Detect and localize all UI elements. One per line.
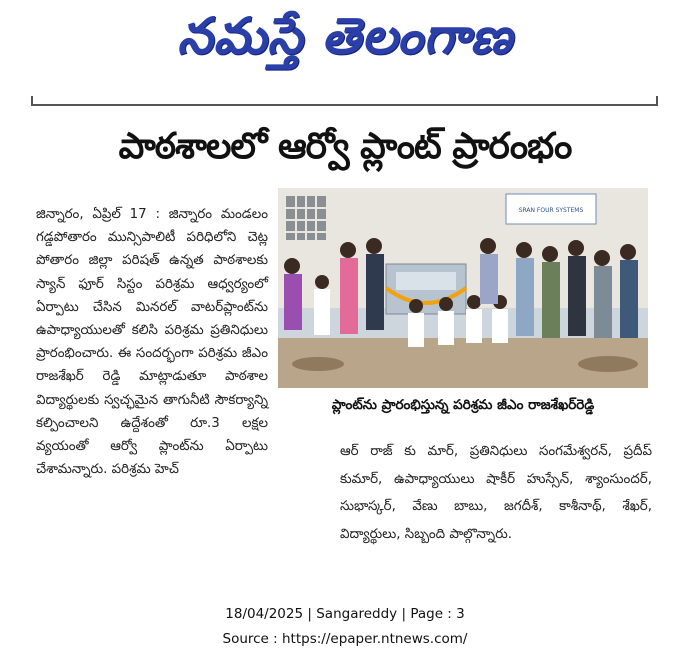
photo-sign-text: SRAN FOUR SYSTEMS <box>518 207 584 214</box>
article-body-right: ఆర్ రాజ్ కు మార్, ప్రతినిధులు సంగమేశ్వరన్, ప్రదీప్ కుమార్, ఉపాధ్యాయులు షాకీర్ హుస్సేన్, శ్యాంసుందర్, సుభాస్కర్, వేణు బాబు, జగదీశ్, కాశీనాథ్, శేఖర్, విద్యార్థులు, సిబ్బంది పాల్గొన్నారు. <box>340 444 652 542</box>
photo-caption: ప్లాంట్‌ను ప్రారంభిస్తున్న పరిశ్రమ జీఎం రాజశేఖర్‌రెడ్డి <box>331 397 595 413</box>
newspaper-logo-title: నమస్తే తెలంగాణ <box>177 6 513 65</box>
footer-date: 18/04/2025 <box>225 606 304 622</box>
footer-separator: | <box>307 606 312 622</box>
article-body-left: జిన్నారం, ఏప్రిల్ 17 : జిన్నారం మండలం గడ్డపోతారం మున్సిపాలిటీ పరిధిలోని చెట్ల పోతారం జిల్లా పరిషత్ ఉన్నత పాఠశాలకు స్యాన్ ఫూర్ సిస్టం పరిశ్రమ ఆధ్వర్యంలో ఏర్పాటు చేసిన మినరల్ వాటర్‌ప్లాంట్‌ను ఉపాధ్యాయులతో కలిసి పరిశ్రమ ప్రతినిధులు ప్రారంభించారు. ఈ సందర్భంగా పరిశ్రమ జీఎం రాజశేఖర్ రెడ్డి మాట్లాడుతూ పాఠశాల విద్యార్థులకు స్వచ్ఛమైన తాగునీటి సౌకర్యాన్ని కల్పించాలని ఉద్దేశంతో రూ.3 లక్షల వ్యయంతో ఆర్వో ప్లాంట్‌ను ఏర్పాటు చేశామన్నారు. పరిశ్రమ హెచ్ <box>36 207 268 478</box>
article-headline: పాఠశాలలో ఆర్వో ప్లాంట్ ప్రారంభం <box>118 126 572 167</box>
footer-source: Source : https://epaper.ntnews.com/ <box>222 631 468 647</box>
footer-meta <box>0 606 690 622</box>
divider-tick-right <box>656 96 658 106</box>
article-photo <box>278 188 648 388</box>
footer-page: Page : 3 <box>410 606 465 622</box>
footer-separator: | <box>401 606 407 622</box>
masthead <box>0 0 690 92</box>
masthead-divider <box>32 104 658 106</box>
footer-location: Sangareddy <box>316 606 398 622</box>
